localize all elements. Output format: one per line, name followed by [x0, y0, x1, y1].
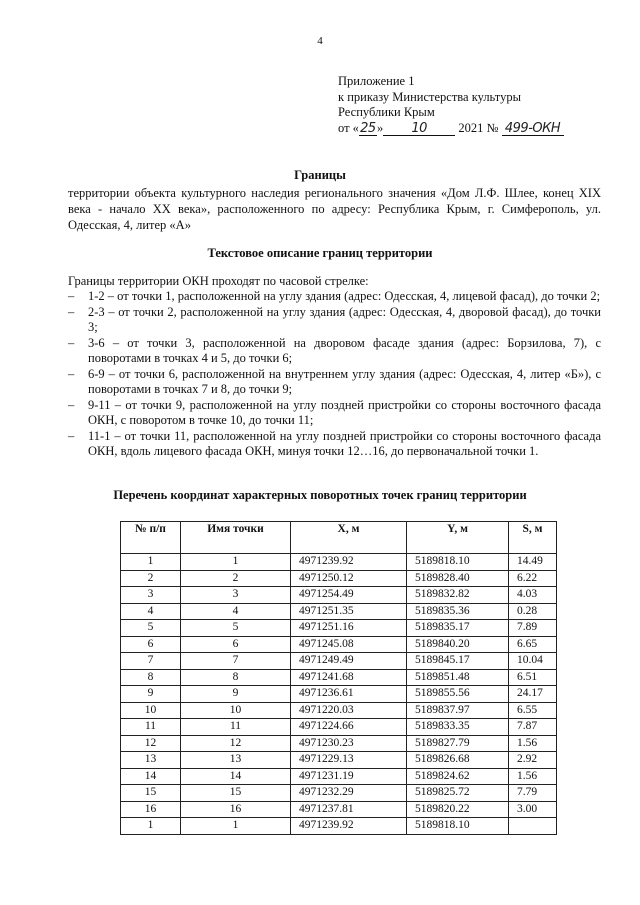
- text-description-heading: Текстовое описание границ территории: [207, 246, 433, 260]
- cell-y: 5189835.17: [407, 620, 509, 637]
- cell-s: 6.65: [509, 636, 557, 653]
- bullet-dash: –: [68, 397, 75, 412]
- cell-point-name: 6: [181, 636, 291, 653]
- header-point-name: Имя точки: [181, 522, 291, 554]
- list-item: [68, 367, 601, 398]
- cell-number: 8: [121, 669, 181, 686]
- bullet-dash: –: [68, 289, 75, 303]
- cell-y: 5189851.48: [407, 669, 509, 686]
- coordinates-table-heading: Перечень координат характерных поворотных точек границ территории: [113, 488, 527, 502]
- cell-y: 5189827.79: [407, 735, 509, 752]
- cell-x: 4971251.35: [291, 603, 407, 620]
- list-item: [68, 429, 601, 460]
- document-subtitle: территории объекта культурного наследия регионального значения «Дом Л.Ф. Шлее, конец XIX века - начало XX века», расположенного по адресу: Республика Крым, г. Симферополь, ул. Одесская, 4, литер «А»: [68, 186, 601, 232]
- list-item: [68, 398, 601, 429]
- cell-number: 13: [121, 752, 181, 769]
- appendix-date-line: [338, 121, 564, 137]
- cell-y: 5189837.97: [407, 702, 509, 719]
- cell-x: 4971239.92: [291, 818, 407, 835]
- cell-number: 5: [121, 620, 181, 637]
- cell-point-name: 9: [181, 686, 291, 703]
- cell-s: 1.56: [509, 735, 557, 752]
- table-row: [121, 620, 557, 637]
- table-row: [121, 768, 557, 785]
- cell-y: 5189818.10: [407, 554, 509, 571]
- table-row: [121, 752, 557, 769]
- list-item: [68, 305, 601, 336]
- cell-x: 4971236.61: [291, 686, 407, 703]
- table-row: [121, 669, 557, 686]
- cell-x: 4971237.81: [291, 801, 407, 818]
- date-month: 10: [383, 122, 455, 136]
- cell-point-name: 1: [181, 554, 291, 571]
- cell-number: 4: [121, 603, 181, 620]
- cell-point-name: 8: [181, 669, 291, 686]
- table-row: [121, 702, 557, 719]
- cell-x: 4971245.08: [291, 636, 407, 653]
- cell-point-name: 10: [181, 702, 291, 719]
- cell-y: 5189826.68: [407, 752, 509, 769]
- cell-point-name: 5: [181, 620, 291, 637]
- list-item: [68, 289, 601, 305]
- table-row: [121, 785, 557, 802]
- cell-y: 5189855.56: [407, 686, 509, 703]
- cell-point-name: 3: [181, 587, 291, 604]
- cell-s: 6.51: [509, 669, 557, 686]
- cell-x: 4971231.19: [291, 768, 407, 785]
- cell-s: [509, 818, 557, 835]
- cell-y: 5189824.62: [407, 768, 509, 785]
- list-item: [68, 336, 601, 367]
- header-s: S, м: [509, 522, 557, 554]
- cell-number: 9: [121, 686, 181, 703]
- cell-x: 4971241.68: [291, 669, 407, 686]
- list-item-text: 11-1 – от точки 11, расположенной на углу поздней пристройки со стороны восточного фасада ОКН, вдоль лицевого фасада ОКН, минуя точки 12…16, до первоначальной точки 1.: [88, 428, 601, 458]
- bullet-dash: –: [68, 304, 75, 319]
- header-y: Y, м: [407, 522, 509, 554]
- date-day: 25: [360, 120, 376, 136]
- cell-point-name: 12: [181, 735, 291, 752]
- cell-x: 4971220.03: [291, 702, 407, 719]
- cell-number: 10: [121, 702, 181, 719]
- cell-number: 7: [121, 653, 181, 670]
- order-number: 499-ОКН: [502, 122, 564, 136]
- cell-number: 6: [121, 636, 181, 653]
- date-prefix: от «: [338, 120, 359, 135]
- table-header-row: [121, 522, 557, 554]
- intro-text: Границы территории ОКН проходят по часовой стрелке:: [68, 274, 369, 288]
- cell-y: 5189833.35: [407, 719, 509, 736]
- cell-y: 5189840.20: [407, 636, 509, 653]
- year-label: 2021 №: [458, 120, 499, 135]
- cell-x: 4971254.49: [291, 587, 407, 604]
- table-body: [121, 554, 557, 835]
- cell-point-name: 11: [181, 719, 291, 736]
- cell-x: 4971249.49: [291, 653, 407, 670]
- cell-y: 5189825.72: [407, 785, 509, 802]
- cell-y: 5189832.82: [407, 587, 509, 604]
- cell-number: 1: [121, 554, 181, 571]
- list-item-text: 3-6 – от точки 3, расположенной на дворовом фасаде здания (адрес: Борзилова, 7), с поворотами в точках 4 и 5, до точки 6;: [88, 335, 601, 365]
- cell-point-name: 14: [181, 768, 291, 785]
- cell-x: 4971224.66: [291, 719, 407, 736]
- cell-s: 7.87: [509, 719, 557, 736]
- cell-number: 15: [121, 785, 181, 802]
- cell-s: 10.04: [509, 653, 557, 670]
- table-row: [121, 801, 557, 818]
- coordinates-table: [120, 521, 557, 835]
- cell-point-name: 16: [181, 801, 291, 818]
- cell-x: 4971232.29: [291, 785, 407, 802]
- appendix-line-2: к приказу Министерства культуры: [338, 89, 521, 104]
- appendix-block: [338, 74, 564, 136]
- cell-number: 2: [121, 570, 181, 587]
- bullet-dash: –: [68, 335, 75, 350]
- table-row: [121, 653, 557, 670]
- cell-x: 4971229.13: [291, 752, 407, 769]
- cell-point-name: 7: [181, 653, 291, 670]
- page-number: 4: [317, 35, 323, 47]
- header-number: № п/п: [121, 522, 181, 554]
- cell-x: 4971239.92: [291, 554, 407, 571]
- table-row: [121, 818, 557, 835]
- cell-s: 0.28: [509, 603, 557, 620]
- cell-s: 6.22: [509, 570, 557, 587]
- list-item-text: 1-2 – от точки 1, расположенной на углу здания (адрес: Одесская, 4, лицевой фасад), до точки 2;: [88, 289, 601, 303]
- cell-y: 5189818.10: [407, 818, 509, 835]
- cell-y: 5189835.36: [407, 603, 509, 620]
- table-row: [121, 570, 557, 587]
- list-item-text: 9-11 – от точки 9, расположенной на углу поздней пристройки со стороны восточного фасада ОКН, с поворотом в точке 10, до точки 11;: [88, 397, 601, 427]
- cell-point-name: 4: [181, 603, 291, 620]
- cell-s: 1.56: [509, 768, 557, 785]
- table-row: [121, 686, 557, 703]
- cell-s: 7.89: [509, 620, 557, 637]
- date-mid: »: [376, 120, 384, 135]
- cell-s: 4.03: [509, 587, 557, 604]
- cell-s: 6.55: [509, 702, 557, 719]
- cell-s: 3.00: [509, 801, 557, 818]
- cell-y: 5189845.17: [407, 653, 509, 670]
- header-x: X, м: [291, 522, 407, 554]
- cell-s: 24.17: [509, 686, 557, 703]
- appendix-line-3: Республики Крым: [338, 105, 435, 119]
- table-row: [121, 719, 557, 736]
- cell-y: 5189820.22: [407, 801, 509, 818]
- cell-s: 14.49: [509, 554, 557, 571]
- cell-s: 2.92: [509, 752, 557, 769]
- list-item-text: 2-3 – от точки 2, расположенной на углу здания (адрес: Одесская, 4, дворовой фасад), до точки 3;: [88, 304, 601, 334]
- table-row: [121, 554, 557, 571]
- boundary-description-list: [68, 289, 601, 460]
- cell-number: 11: [121, 719, 181, 736]
- table-row: [121, 636, 557, 653]
- cell-number: 1: [121, 818, 181, 835]
- list-item-text: 6-9 – от точки 6, расположенной на внутреннем углу здания (адрес: Одесская, 4, литер «Б»), с поворотами в точках 7 и 8, до точки 9;: [88, 366, 601, 396]
- cell-point-name: 15: [181, 785, 291, 802]
- document-title: Границы: [294, 168, 346, 182]
- cell-x: 4971230.23: [291, 735, 407, 752]
- cell-s: 7.79: [509, 785, 557, 802]
- cell-number: 16: [121, 801, 181, 818]
- cell-number: 14: [121, 768, 181, 785]
- table-row: [121, 587, 557, 604]
- appendix-line-1: Приложение 1: [338, 74, 415, 88]
- cell-point-name: 2: [181, 570, 291, 587]
- cell-point-name: 13: [181, 752, 291, 769]
- table-row: [121, 735, 557, 752]
- bullet-dash: –: [68, 366, 75, 381]
- cell-x: 4971251.16: [291, 620, 407, 637]
- table-row: [121, 603, 557, 620]
- cell-number: 3: [121, 587, 181, 604]
- cell-point-name: 1: [181, 818, 291, 835]
- bullet-dash: –: [68, 428, 75, 443]
- cell-number: 12: [121, 735, 181, 752]
- cell-x: 4971250.12: [291, 570, 407, 587]
- cell-y: 5189828.40: [407, 570, 509, 587]
